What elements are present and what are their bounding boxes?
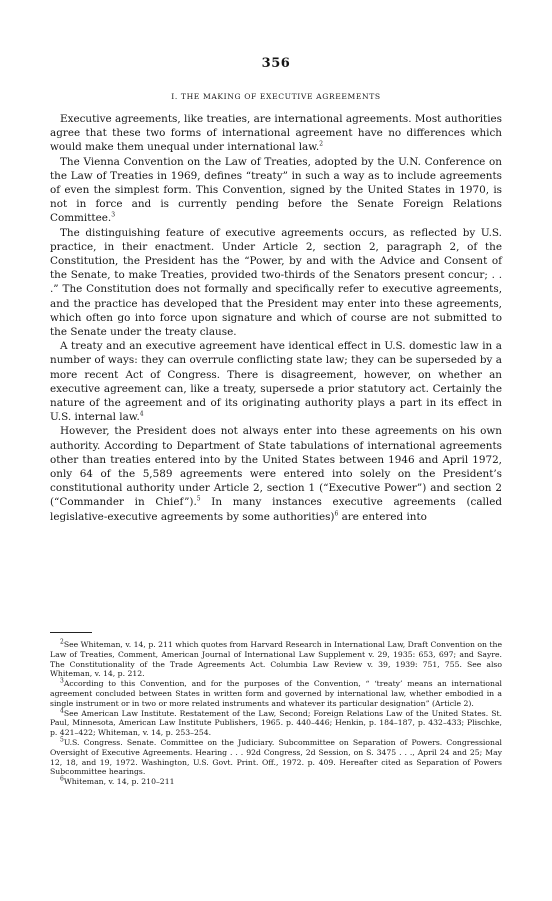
paragraph-text: In many instances executive agreements (called legislative-executive agreements by some authorities) bbox=[50, 496, 502, 523]
footnote-mark: 5 bbox=[60, 736, 64, 744]
page-number: 356 bbox=[261, 56, 291, 71]
footnote bbox=[50, 777, 502, 787]
footnote-text: According to this Convention, and for the purposes of the Convention, “ ‘treaty’ means an international agreement concluded between States in written form and governed by international law, whether embodied in a single instrument or in two or more related instruments and whatever its particular designation” (Article 2). bbox=[50, 679, 502, 708]
footnote-mark: 3 bbox=[60, 677, 64, 685]
footnote bbox=[50, 640, 502, 679]
footnote-ref: 3 bbox=[111, 211, 116, 219]
footnotes bbox=[50, 640, 502, 787]
paragraph bbox=[50, 339, 502, 424]
body-text bbox=[50, 112, 502, 524]
footnote-mark: 6 bbox=[60, 775, 64, 783]
paragraph-text: Executive agreements, like treaties, are international agreements. Most authorities agree that these two forms of international agreement have no differences which would make them unequal under international law. bbox=[50, 113, 502, 154]
footnote bbox=[50, 738, 502, 777]
footnote-text: See Whiteman, v. 14, p. 211 which quotes from Harvard Research in International Law, Draft Convention on the Law of Treaties, Comment, American Journal of International Law Supplement v. 29, 1935: 653, 697; and Sayre. The Constitutionality of the Trade Agreements Act. Columbia Law Review v. 39, 1939: 751, 755. See also Whiteman, v. 14, p. 212. bbox=[50, 640, 502, 679]
paragraph-text: The Vienna Convention on the Law of Treaties, adopted by the U.N. Conference on the Law of Treaties in 1969, defines “treaty” in such a way as to include agreements of even the simplest form. This Convention, signed by the United States in 1970, is not in force and is currently pending before the Senate Foreign Relations Committee. bbox=[50, 155, 502, 225]
paragraph-text: A treaty and an executive agreement have identical effect in U.S. domestic law in a number of ways: they can overrule conflicting state law; they can be superseded by a more recent Act of Congress. There is disagreement, however, on whether an executive agreement can, like a treaty, supersede a prior statutory act. Certainly the nature of the agreement and of its originating authority plays a part in its effect in U.S. internal law. bbox=[50, 340, 502, 424]
footnote-ref: 2 bbox=[319, 140, 324, 148]
paragraph bbox=[50, 112, 502, 155]
footnote-divider bbox=[50, 632, 92, 633]
footnote bbox=[50, 679, 502, 708]
paragraph bbox=[50, 155, 502, 226]
footnote-mark: 4 bbox=[60, 707, 64, 715]
paragraph-text: However, the President does not always enter into these agreements on his own authority. According to Department of State tabulations of international agreements other than treaties entered into by the United States between 1946 and April 1972, only 64 of the 5,589 agreements were entered into solely on the President’s constitutional authority under Article 2, section 1 (“Executive Power”) and section 2 (“Commander in Chief”). bbox=[50, 425, 502, 509]
paragraph bbox=[50, 424, 502, 523]
footnote-text: U.S. Congress. Senate. Committee on the Judiciary. Subcommittee on Separation of Powers. Congressional Oversight of Executive Agreements. Hearing . . . 92d Congress, 2d Session, on S. 3475 . . ., April 24 and 25; May 12, 18, and 19, 1972. Washington, U.S. Govt. Print. Off., 1972. p. 409. Hereafter cited as Separation of Powers Subcommittee hearings. bbox=[50, 737, 502, 777]
footnote-text: Whiteman, v. 14, p. 210–211 bbox=[63, 777, 175, 787]
paragraph-text: are entered into bbox=[338, 510, 427, 523]
paragraph bbox=[50, 226, 502, 340]
footnote bbox=[50, 709, 502, 738]
footnote-ref: 6 bbox=[334, 510, 339, 518]
paragraph-text: The distinguishing feature of executive agreements occurs, as reflected by U.S. practice, in their enactment. Under Article 2, section 2, paragraph 2, of the Constitution, the President has the “Power, by and with the Advice and Consent of the Senate, to make Treaties, provided two-thirds of the Senators present concur; . . .” The Constitution does not formally and specifically refer to executive agreements, and the practice has developed that the President may enter into these agreements, which often go into force upon signature and which of course are not submitted to the Senate under the treaty clause. bbox=[50, 226, 502, 339]
footnote-ref: 4 bbox=[139, 410, 144, 418]
footnote-mark: 2 bbox=[60, 638, 64, 646]
footnote-text: See American Law Institute. Restatement of the Law, Second; Foreign Relations Law of the United States. St. Paul, Minnesota, American Law Institute Publishers, 1965. p. 440–446; Henkin, p. 184–187, p. 432–433; Plischke, p. 421–422; Whiteman, v. 14, p. 253–254. bbox=[50, 708, 502, 738]
footnote-ref: 5 bbox=[196, 496, 201, 504]
section-heading: I. THE MAKING OF EXECUTIVE AGREEMENTS bbox=[171, 92, 381, 101]
